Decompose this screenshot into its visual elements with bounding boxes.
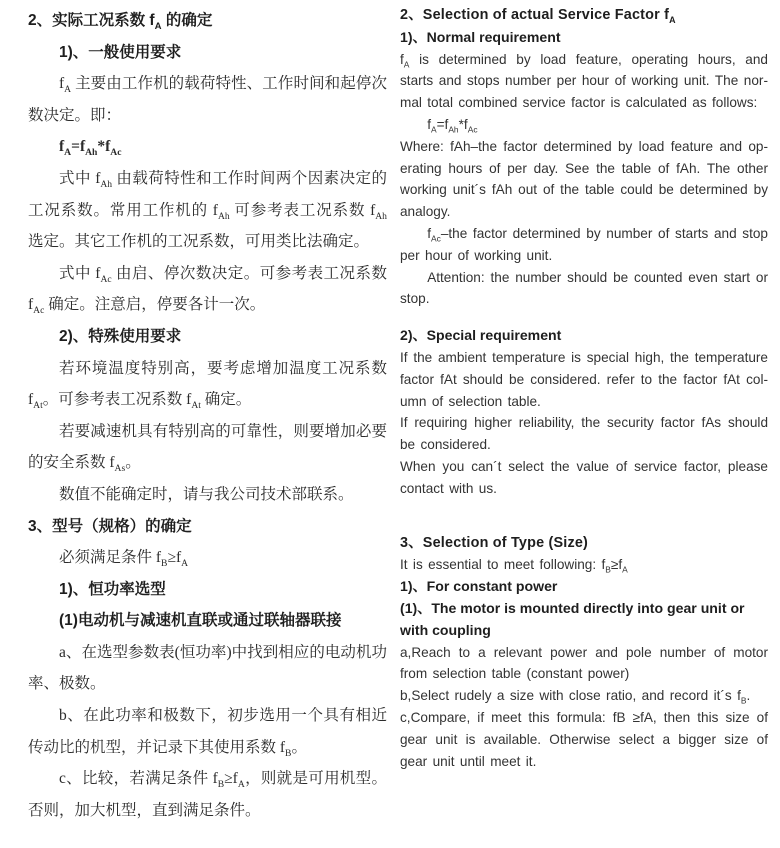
chinese-column	[28, 5, 387, 848]
section-heading-type-selection-cn: 3、型号（规格）的确定	[28, 517, 192, 535]
paragraph: 若环境温度特别高，要考虑增加温度工况系数 $f_{At}$。可参考表工况系数 $f_{At}$ 确定。	[28, 359, 387, 412]
section-heading-service-factor-en: 2、Selection of actual Service Factor $f_A$	[400, 7, 676, 25]
paragraph: b、在此功率和极数下，初步选用一个具有相近传动比的机型，并记录下其使用系数 $f_B$。	[28, 707, 387, 759]
paragraph: a,Reach to a relevant power and pole number of motor from selection table (constant power)	[400, 644, 768, 682]
paragraph: 必须满足条件 $f_B\ge f_A$	[59, 549, 189, 570]
section-heading-type-selection-en: 3、Selection of Type (Size)	[400, 534, 589, 551]
paragraph: $f_{Ac}$–the factor determined by number of starts and stop per hour of working unit.	[400, 225, 768, 263]
paragraph: 数值不能确定时，请与我公司技术部联系。	[59, 485, 354, 503]
subheading-normal-requirement-en: 1)、Normal requirement	[400, 28, 561, 45]
formula-service-factor-en: $f_A=f_{Ah}*f_{Ac}$	[427, 116, 478, 135]
paragraph: Attention: the number should be counted even start or stop.	[400, 269, 768, 307]
paragraph: If requiring higher reliability, the security factor fAs should be considered.	[400, 415, 768, 453]
subheading-special-requirement-cn: 2)、特殊使用要求	[59, 327, 182, 345]
subheading-motor-coupling-cn: (1)电动机与减速机直联或通过联轴器联接	[59, 612, 342, 630]
paragraph: a、在选型参数表(恒功率)中找到相应的电动机功率、极数。	[28, 643, 387, 693]
paragraph: It is essential to meet following: $f_B\ge f_A$	[400, 557, 628, 576]
paragraph: c、比较，若满足条件 $f_B\ge f_A$，则就是可用机型。否则，加大机型，直到满足条件。	[28, 770, 387, 819]
paragraph: Where: fAh–the factor determined by load feature and op-erating hours of per day. See the table of fAh. The other working unit´s fAh out of the table could be determined by analogy.	[400, 138, 768, 220]
paragraph: $f_A$ is determined by load feature, operating hours, and starts and stops number per hour of working unit. The nor-mal total combined service factor is calculated as follows:	[400, 51, 768, 111]
subheading-constant-power-cn: 1)、恒功率选型	[59, 580, 166, 598]
subheading-special-requirement-en: 2)、Special requirement	[400, 327, 562, 344]
paragraph: c,Compare, if meet this formula: fB ≥fA, then this size of gear unit is available. Otherwise select a bigger size of gear unit until meet it.	[400, 709, 768, 769]
subheading-motor-coupling-en: (1)、The motor is mounted directly into gear unit or with coupling	[400, 599, 745, 638]
section-heading-service-factor-cn: 2、实际工况系数 $f_A$ 的确定	[28, 12, 213, 33]
paragraph: 式中 $f_{Ah}$ 由载荷特性和工作时间两个因素决定的工况系数。常用工作机的 $f_{Ah}$ 可参考表工况系数 $f_{Ah}$ 选定。其它工作机的工况系数，可用类比法确定。	[28, 169, 387, 251]
paragraph: When you can´t select the value of service factor, please contact with us.	[400, 458, 768, 496]
paragraph: 式中 $f_{Ac}$ 由启、停次数决定。可参考表工况系数 $f_{Ac}$ 确定。注意启，停要各计一次。	[28, 264, 387, 317]
english-column	[400, 5, 768, 848]
subheading-constant-power-en: 1)、For constant power	[400, 578, 558, 595]
formula-service-factor-cn: $f_A=f_{Ah}*f_{Ac}$	[59, 138, 122, 159]
paragraph: If the ambient temperature is special high, the temperature factor fAt should be considered. refer to the factor fAt col-umn of selection table.	[400, 349, 768, 409]
paragraph: $f_A$ 主要由工作机的载荷特性、工作时间和起停次数决定。即：	[28, 75, 387, 124]
paragraph: 若要减速机具有特别高的可靠性，则要增加必要的安全系数 $f_{As}$。	[28, 422, 387, 475]
subheading-normal-requirement-cn: 1)、一般使用要求	[59, 43, 182, 61]
paragraph: b,Select rudely a size with close ratio, and record it´s $f_B$.	[400, 688, 751, 706]
